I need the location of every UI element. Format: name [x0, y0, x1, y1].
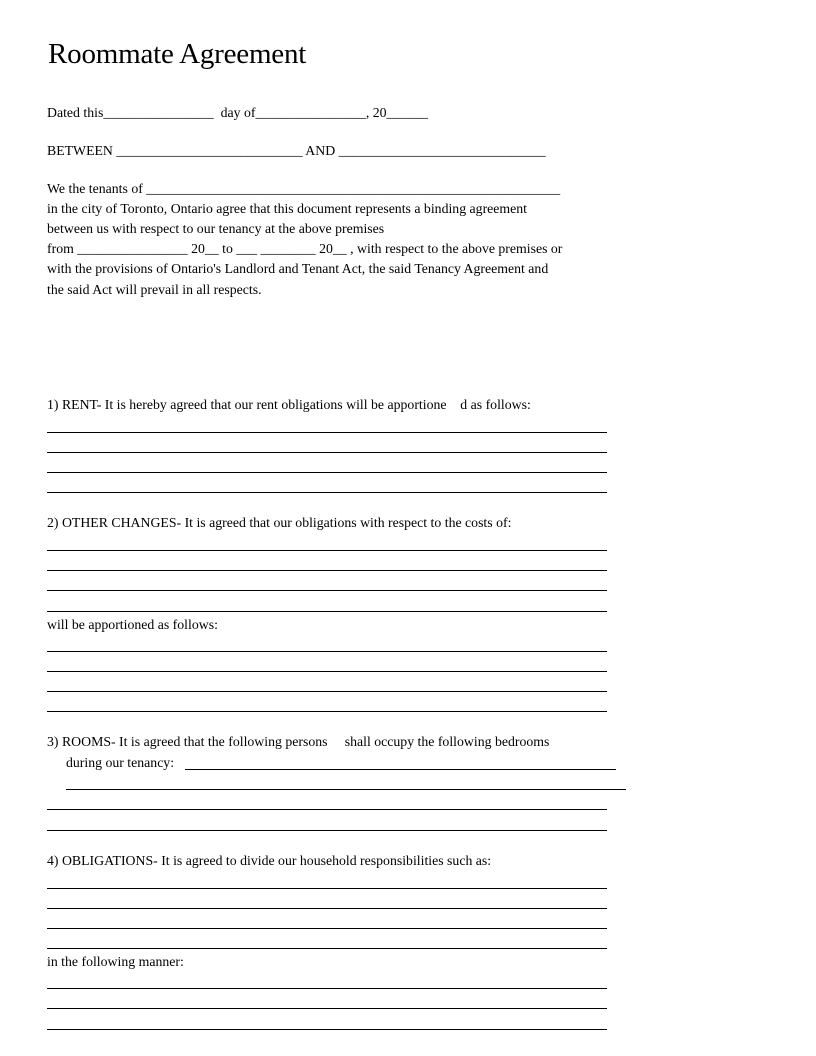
- manner-blank-line[interactable]: [47, 1029, 607, 1030]
- section-obligations-heading: 4) OBLIGATIONS- It is agreed to divide our household responsibilities such as:: [47, 853, 492, 868]
- manner-blank-line[interactable]: [47, 1008, 607, 1009]
- dated-line: Dated this________________ day of________________, 20______: [47, 105, 428, 120]
- rooms-tenancy-label: during our tenancy:: [66, 755, 175, 770]
- manner-label: in the following manner:: [47, 954, 184, 969]
- between-line: BETWEEN ___________________________ AND ______________________________: [47, 143, 546, 158]
- intro-line-3: between us with respect to our tenancy at the above premises: [47, 221, 385, 236]
- apportion-blank-line[interactable]: [47, 691, 607, 692]
- intro-line-1: We the tenants of ____________________________________________________________: [47, 181, 561, 196]
- obligations-blank-line[interactable]: [47, 908, 607, 909]
- costs-blank-line[interactable]: [47, 611, 607, 612]
- intro-line-6: the said Act will prevail in all respects.: [47, 282, 262, 297]
- apportioned-label: will be apportioned as follows:: [47, 617, 218, 632]
- section-other-heading: 2) OTHER CHANGES- It is agreed that our obligations with respect to the costs of:: [47, 515, 512, 530]
- section-rooms-heading: 3) ROOMS- It is agreed that the following persons shall occupy the following bedrooms: [47, 734, 550, 749]
- obligations-blank-line[interactable]: [47, 888, 607, 889]
- manner-blank-line[interactable]: [47, 988, 607, 989]
- rent-blank-line[interactable]: [47, 472, 607, 473]
- rent-blank-line[interactable]: [47, 432, 607, 433]
- rooms-blank-line[interactable]: [66, 789, 626, 790]
- intro-line-2: in the city of Toronto, Ontario agree that this document represents a binding agreement: [47, 201, 527, 216]
- obligations-blank-line[interactable]: [47, 928, 607, 929]
- costs-blank-line[interactable]: [47, 590, 607, 591]
- apportion-blank-line[interactable]: [47, 711, 607, 712]
- rent-blank-line[interactable]: [47, 452, 607, 453]
- rooms-blank-line[interactable]: [47, 809, 607, 810]
- obligations-blank-line[interactable]: [47, 948, 607, 949]
- costs-blank-line[interactable]: [47, 550, 607, 551]
- costs-blank-line[interactable]: [47, 570, 607, 571]
- section-rent-heading: 1) RENT- It is hereby agreed that our rent obligations will be apportione d as follows:: [47, 397, 531, 412]
- rent-blank-line[interactable]: [47, 492, 607, 493]
- rooms-blank-line[interactable]: [185, 769, 616, 770]
- rooms-blank-line[interactable]: [47, 830, 607, 831]
- apportion-blank-line[interactable]: [47, 651, 607, 652]
- apportion-blank-line[interactable]: [47, 671, 607, 672]
- intro-line-4: from ________________ 20__ to ___ ________ 20__ , with respect to the above premises or: [47, 241, 563, 256]
- document-title: Roommate Agreement: [48, 38, 307, 70]
- intro-line-5: with the provisions of Ontario's Landlord and Tenant Act, the said Tenancy Agreement and: [47, 261, 549, 276]
